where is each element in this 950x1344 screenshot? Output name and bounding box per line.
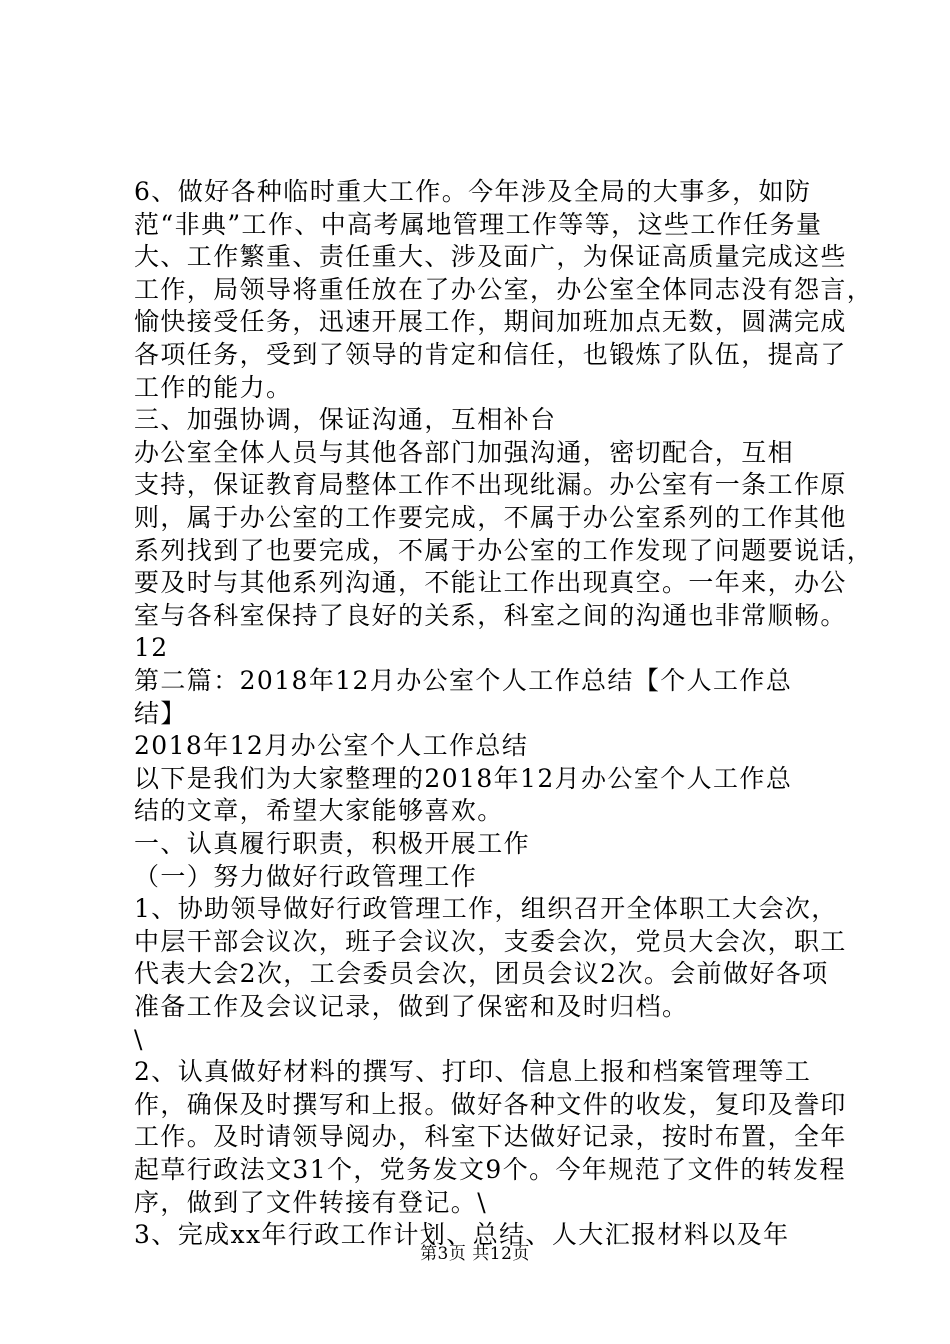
page-footer: 第3页 共12页 [420, 1244, 530, 1264]
text-line: 结的文章，希望大家能够喜欢。 [134, 796, 504, 826]
text-line: 一、认真履行职责，积极开展工作 [134, 829, 531, 858]
text-line: 要及时与其他系列沟通，不能让工作出现真空。一年来，办公 [134, 568, 847, 598]
text-line: 代表大会2次，工会委员会次，团员会议2次。会前做好各项 [134, 959, 829, 989]
text-line: 则，属于办公室的工作要完成，不属于办公室系列的工作其他 [134, 503, 847, 532]
text-line: 系列找到了也要完成，不属于办公室的工作发现了问题要说话， [134, 535, 874, 565]
text-line: 第二篇：2018年12月办公室个人工作总结【个人工作总 [134, 666, 793, 695]
text-line: 结】 [134, 698, 187, 728]
text-line: 愉快接受任务，迅速开展工作，期间加班加点无数，圆满完成 [134, 307, 847, 337]
text-line: 2018年12月办公室个人工作总结 [134, 731, 529, 761]
text-line: 2、认真做好材料的撰写、打印、信息上报和档案管理等工 [134, 1057, 812, 1087]
text-line: 准备工作及会议记录，做到了保密和及时归档。 [134, 992, 689, 1021]
text-line: 工作。及时请领导阅办，科室下达做好记录，按时布置，全年 [134, 1122, 847, 1152]
text-line: 12 [134, 633, 169, 663]
text-line: 工作的能力。 [134, 372, 293, 402]
text-line: 三、加强协调，保证沟通，互相补台 [134, 405, 557, 435]
text-line: 大、工作繁重、责任重大、涉及面广，为保证高质量完成这些 [134, 242, 847, 272]
text-line: 中层干部会议次，班子会议次，支委会次，党员大会次，职工 [134, 926, 847, 956]
text-line: \ [134, 1024, 144, 1054]
text-line: 支持，保证教育局整体工作不出现纰漏。办公室有一条工作原 [134, 470, 847, 500]
text-line: 以下是我们为大家整理的2018年12月办公室个人工作总 [134, 763, 793, 793]
text-line: 序，做到了文件转接有登记。\ [134, 1187, 488, 1217]
text-line: 1、协助领导做好行政管理工作，组织召开全体职工大会次， [134, 894, 838, 924]
text-line: 办公室全体人员与其他各部门加强沟通，密切配合，互相 [134, 437, 795, 467]
text-line: 室与各科室保持了良好的关系，科室之间的沟通也非常顺畅。 [134, 600, 847, 630]
text-line: 工作，局领导将重任放在了办公室，办公室全体同志没有怨言， [134, 274, 874, 304]
text-line: 6、做好各种临时重大工作。今年涉及全局的大事多，如防 [134, 177, 812, 206]
text-line: 各项任务，受到了领导的肯定和信任，也锻炼了队伍，提高了 [134, 340, 847, 369]
text-line: （一）努力做好行政管理工作 [134, 861, 478, 891]
text-line: 起草行政法文31个，党务发文9个。今年规范了文件的转发程 [134, 1155, 846, 1184]
text-line: 范“非典”工作、中高考属地管理工作等等，这些工作任务量 [134, 209, 823, 239]
text-line: 作，确保及时撰写和上报。做好各种文件的收发，复印及誊印 [134, 1089, 847, 1119]
text-line: 3、完成xx年行政工作计划、总结、人大汇报材料以及年 [134, 1220, 790, 1250]
